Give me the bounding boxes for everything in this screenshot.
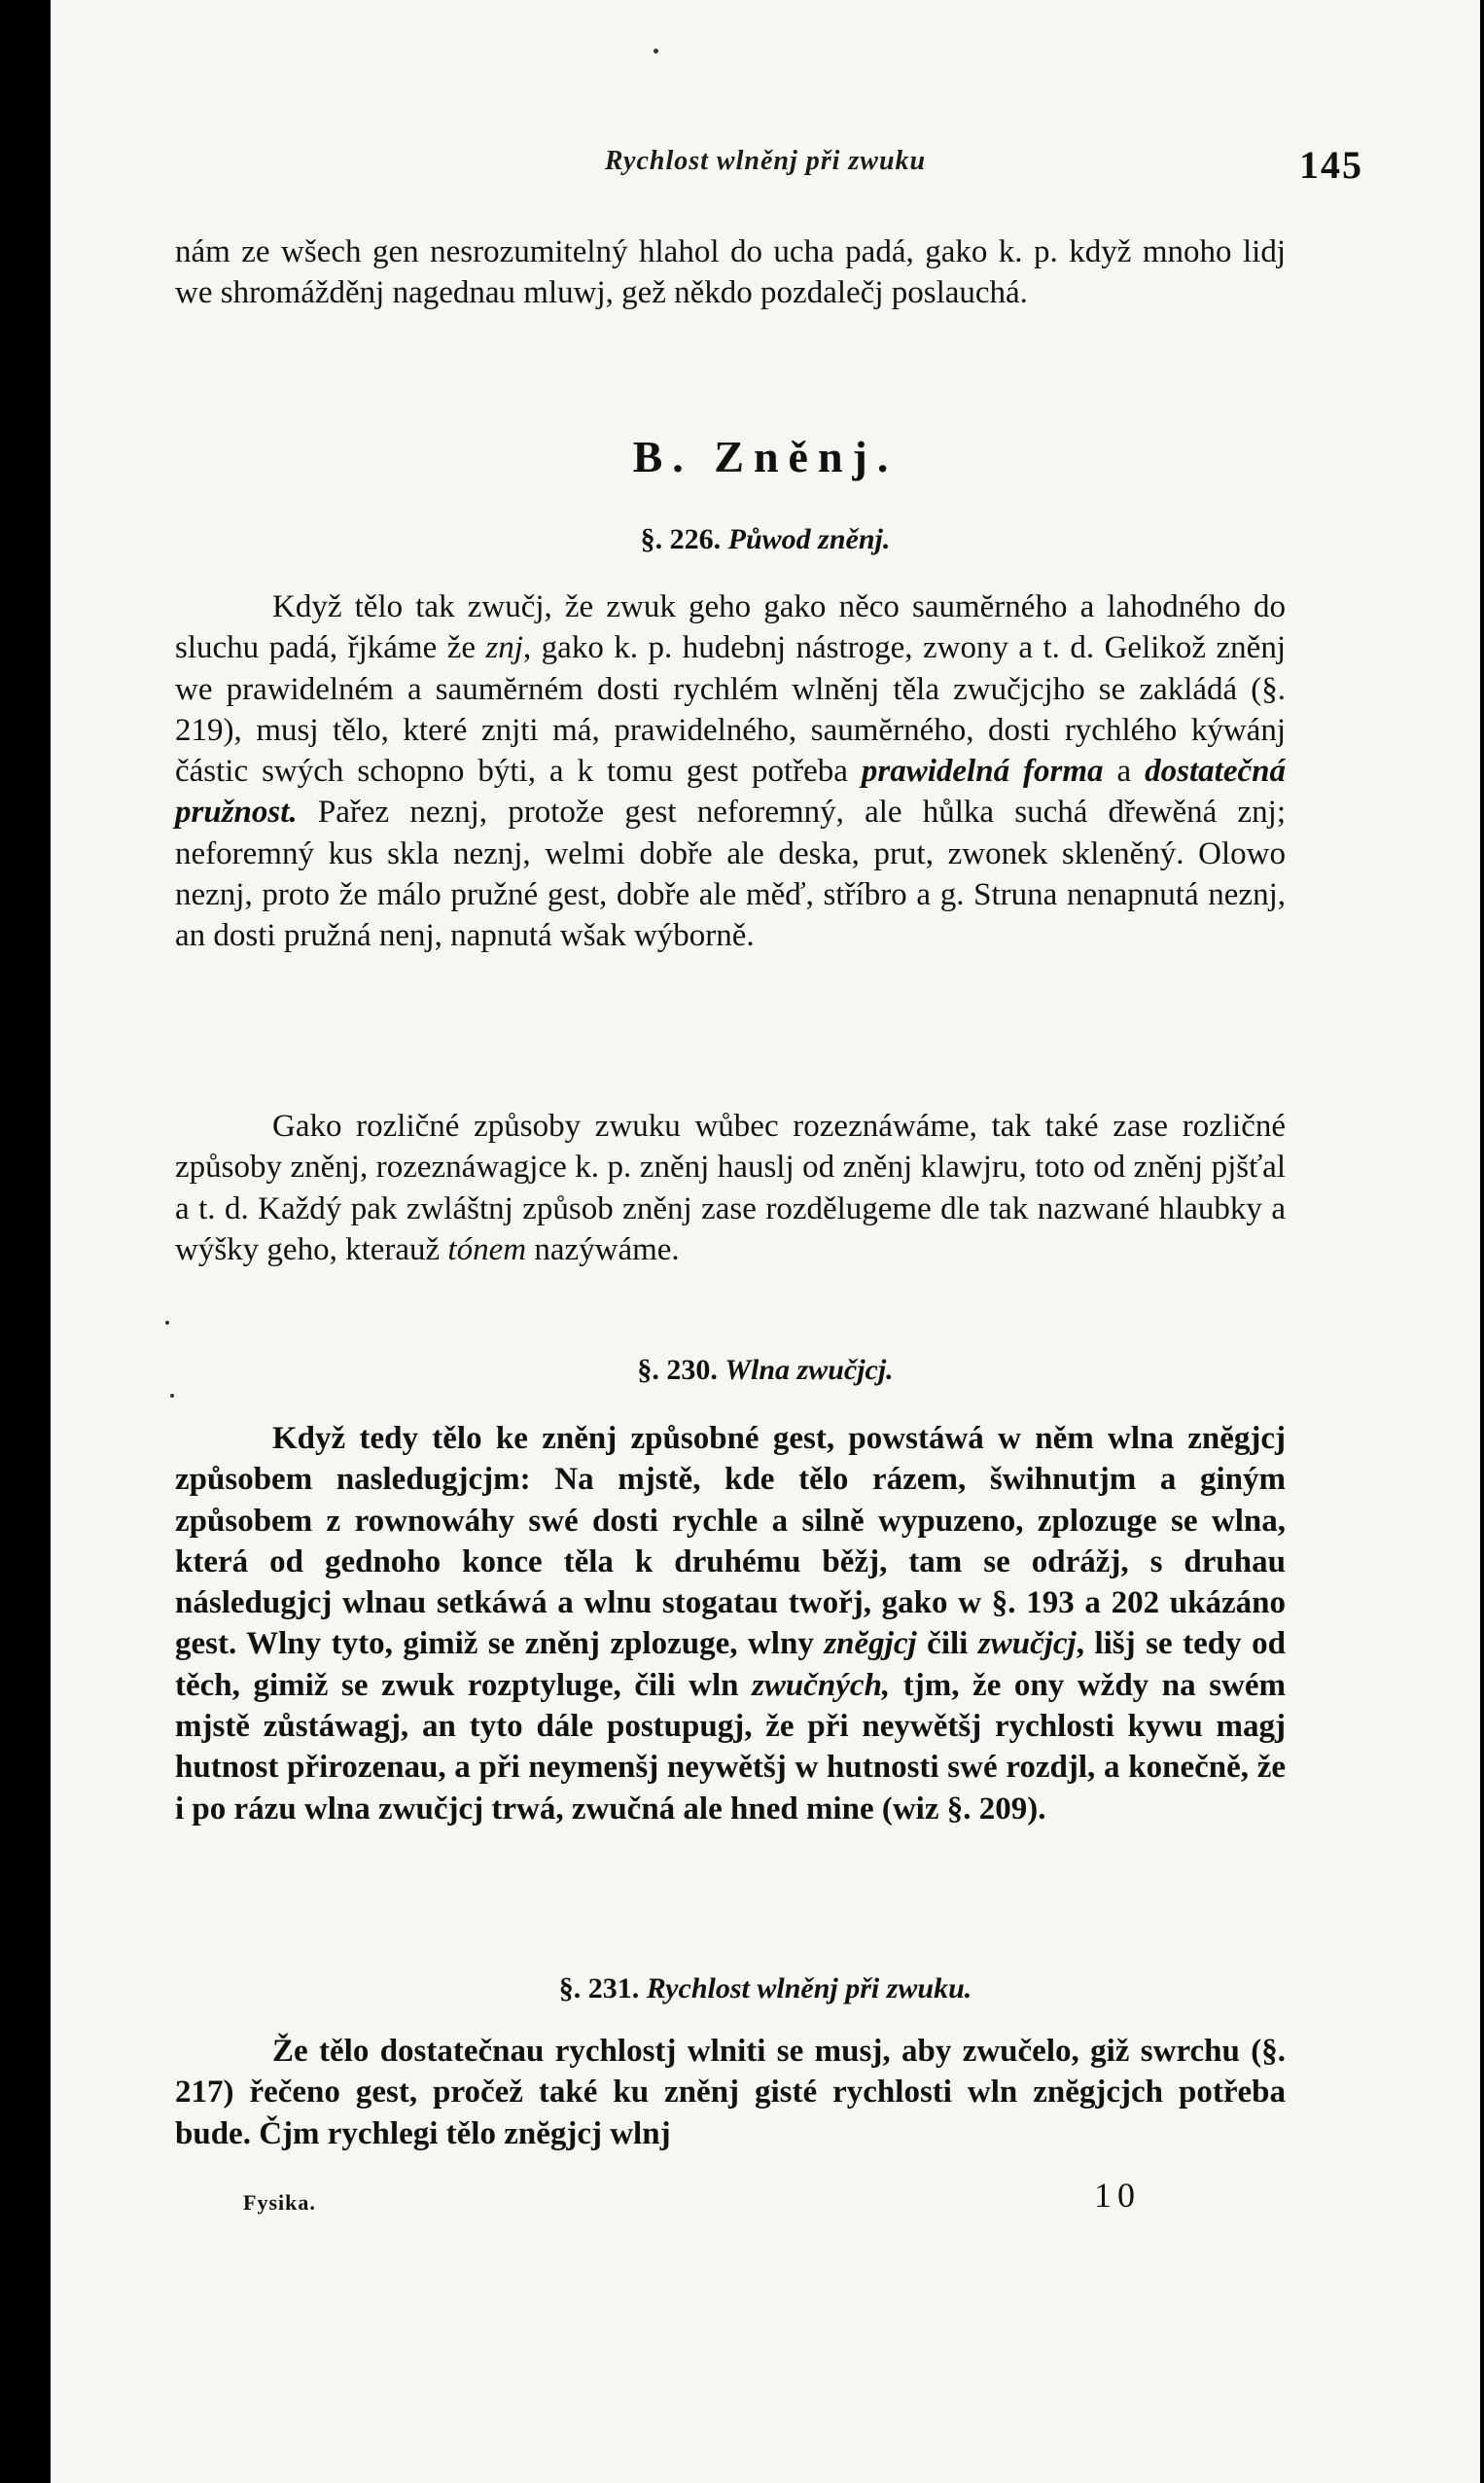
footer-signature: Fysika. xyxy=(243,2190,316,2215)
paragraph-intro: nám ze wšech gen nesrozumitelný hlahol do ucha padá, gako k. p. když mnoho lidj we shromážděnj nagednau mluwj, gež někdo pozdalečj poslauchá. xyxy=(175,234,1286,311)
emphasized-term: zwučných, xyxy=(752,1667,891,1703)
paragraph-heading-226 xyxy=(51,523,1480,556)
section-number: §. 230. xyxy=(637,1354,718,1386)
print-speck xyxy=(165,1321,169,1325)
section-heading-b: B. Zněnj. xyxy=(632,432,899,481)
text-run: a xyxy=(1103,754,1146,790)
text-run: , lišj se tedy od těch, gimiž se zwuk rozptyluge, čili wln xyxy=(175,1626,1286,1703)
text-run: Gako rozličné způsoby zwuku wůbec rozeznáwáme, tak také zase rozličné způsoby zněnj, rozeznáwagjce k. p. zněnj hauslj od zněnj klawjru, toto od zněnj pjšťal a t. d. Každý pak zwláštnj způsob zněnj zase rozdělugeme dle tak nazwané hlaubky a wýšky geho, kterauž xyxy=(175,1109,1286,1267)
paragraph-heading-230 xyxy=(51,1354,1480,1387)
running-head: Rychlost wlněnj při zwuku xyxy=(604,146,927,176)
emphasized-term: znj xyxy=(485,630,523,666)
section-number: §. 231. xyxy=(558,1972,640,2004)
book-page xyxy=(51,0,1480,2483)
text-run: , gako k. p. hudebnj nástroge, zwony a t. d. Gelikož zněnj we prawidelném a saumĕrném dosti rychlém wlněnj těla zwučjcjho se zakládá (§. 219), musj tělo, které znjti má, prawidelného, saumĕrného, dosti rychlého kýwánj částic swých schopno býti, a k tomu gest potřeba xyxy=(175,630,1286,790)
emphasized-term: tónem xyxy=(447,1231,527,1267)
text-run: čili xyxy=(916,1626,978,1662)
footer-sheet-number: 10 xyxy=(1094,2176,1141,2215)
paragraph-origin-of-tone xyxy=(175,586,1286,957)
paragraph-sounding-wave xyxy=(175,1418,1286,1829)
section-title: Wlna zwučjcj. xyxy=(724,1354,894,1386)
text-run: Pařez neznj, protože gest neforemný, ale hůlka suchá dřewěná znj; neforemný kus skla neznj, welmi dobře ale deska, prut, zwonek skleněný. Olowo neznj, proto že málo pružné gest, dobře ale měď, stříbro a g. Struna nenapnutá neznj, an dosti pružná nenj, napnutá wšak wýborně. xyxy=(175,795,1286,954)
paragraph-tone-kinds xyxy=(175,1106,1286,1270)
paragraph-wave-speed: Že tělo dostatečnau rychlostj wlniti se musj, aby zwučelo, giž swrchu (§. 217) řečeno gest, pročež také ku zněnj gisté rychlosti wln znĕgjcjch potřeba bude. Čjm rychlegi tělo znĕgjcj wlnj xyxy=(175,2034,1286,2151)
section-number: §. 226. xyxy=(640,523,722,555)
text-run: Když tělo tak zwučj, že zwuk geho gako něco saumĕrného a lahodného do sluchu padá, řjkáme že xyxy=(175,589,1286,666)
emphasized-term: zwučjcj xyxy=(977,1626,1077,1662)
print-speck xyxy=(170,1394,174,1398)
section-title: Rychlost wlněnj při zwuku. xyxy=(646,1972,972,2004)
text-run: nazýwáme. xyxy=(526,1231,680,1267)
emphasized-term: znĕgjcj xyxy=(824,1626,917,1662)
print-speck xyxy=(654,49,658,53)
emphasized-term: dostatečná pružnost. xyxy=(175,754,1286,831)
paragraph-heading-231 xyxy=(51,1972,1480,2005)
section-title: Půwod zněnj. xyxy=(727,523,891,555)
page-number: 145 xyxy=(1299,143,1363,187)
text-run: Když tedy tělo ke zněnj způsobné gest, powstáwá w něm wlna znĕgjcj způsobem nasledugjcjm: Na mjstě, kde tělo rázem, šwihnutjm a giným způsobem z rownowáhy swé dosti rychle a silně wypuzeno, zplozuge se wlna, která od gednoho konce těla k druhému běžj, tam se odrážj, s druhau následugjcj wlnau setkáwá a wlnu stogatau twořj, gako w §. 193 a 202 ukázáno gest. Wlny tyto, gimiž se zněnj zplozuge, wlny xyxy=(175,1421,1286,1662)
text-run: tjm, že ony wždy na swém mjstě zůstáwagj, an tyto dále postupugj, že při neywětšj rychlosti kywu magj hutnost přirozenau, a při neymenšj neywětšj w hutnosti swé rozdjl, a konečně, že i po rázu wlna zwučjcj trwá, zwučná ale hned mine (wiz §. 209). xyxy=(175,1667,1287,1827)
emphasized-term: prawidelná forma xyxy=(861,754,1104,790)
